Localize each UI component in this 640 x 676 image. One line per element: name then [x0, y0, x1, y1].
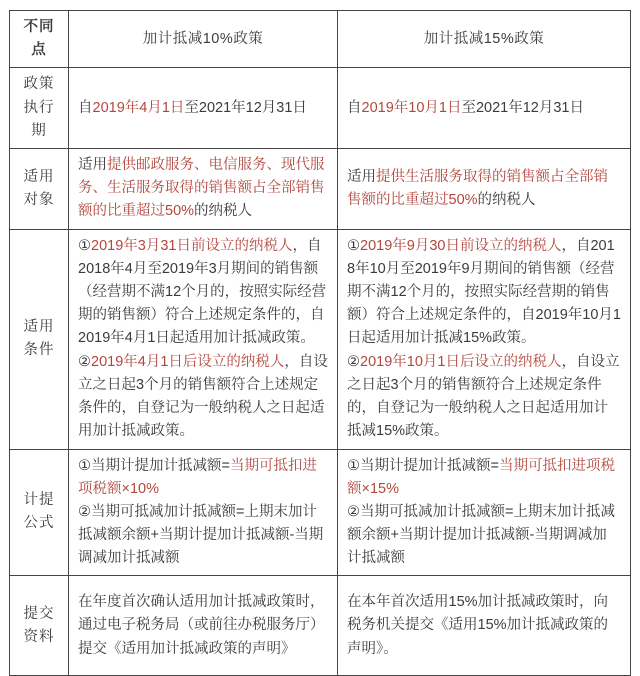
table-row-policy-period	[10, 68, 631, 149]
header-cell-difference: 不同点	[10, 11, 69, 68]
condition-paragraph-2	[347, 351, 621, 444]
table-row-accrual-formula	[10, 449, 631, 576]
text-segment: 至2021年12月31日	[461, 99, 584, 116]
text-segment: 在本年首次适用15%加计抵减政策时，向税务机关提交《适用15%加计抵减政策的声明》。	[347, 594, 609, 657]
text-segment: ①当期计提加计抵减额=	[347, 457, 499, 474]
text-segment-highlight: 2019年10月1日后设立的纳税人	[360, 353, 562, 370]
row-label-accrual-formula: 计提公式	[10, 449, 69, 576]
table-row-submission-documents	[10, 576, 631, 676]
text-segment-highlight: 2019年4月1日后设立的纳税人	[91, 353, 285, 370]
text-segment: ，自2018年4月至2019年3月期间的销售额（经营期不满12个月的，按照实际经营期的销售额）符合上述规定条件的，自2019年4月1日起适用加计抵减政策。	[78, 237, 327, 347]
cell-target-10	[69, 148, 338, 229]
condition-paragraph-1	[78, 235, 328, 351]
row-label-submission-documents: 提交资料	[10, 576, 69, 676]
text-segment: ①	[347, 237, 360, 254]
text-segment-highlight: 提供生活服务取得的销售额占全部销售额的比重超过50%	[347, 168, 608, 208]
cell-period-10	[69, 68, 338, 149]
row-label-policy-period: 政策执行期	[10, 68, 69, 149]
text-segment: 的纳税人	[194, 203, 253, 220]
text-segment-highlight: 2019年10月1日	[361, 99, 462, 116]
text-segment: 适用	[347, 168, 376, 185]
text-segment: ②当期可抵减加计抵减额=上期末加计抵减额余额+当期计提加计抵减额-当期调减加计抵减额	[347, 503, 615, 567]
header-cell-policy-10: 加计抵减10%政策	[69, 11, 338, 68]
cell-target-15	[338, 148, 631, 229]
policy-comparison-table	[9, 10, 631, 676]
condition-paragraph-2	[78, 351, 328, 444]
text-segment-highlight: 2019年9月30日前设立的纳税人	[360, 237, 562, 254]
formula-paragraph-2	[78, 501, 328, 571]
text-segment-highlight: 2019年4月1日	[92, 99, 185, 116]
text-segment: ，自设立之日起3个月的销售额符合上述规定条件的，自登记为一般纳税人之日起适用加计抵减政策。	[78, 353, 328, 440]
cell-conditions-10	[69, 229, 338, 449]
text-segment: 的纳税人	[477, 191, 536, 208]
cell-documents-15	[338, 576, 631, 676]
text-segment-highlight: 提供邮政服务、电信服务、现代服务、生活服务取得的销售额占全部销售额的比重超过50%	[78, 156, 325, 220]
text-segment: ①	[78, 237, 91, 254]
cell-formula-10	[69, 449, 338, 576]
table-row-applicable-conditions	[10, 229, 631, 449]
text-segment: 至2021年12月31日	[184, 99, 307, 116]
text-segment: ①当期计提加计抵减额=	[78, 457, 230, 474]
table-header-row	[10, 11, 631, 68]
text-segment: 自	[347, 99, 362, 116]
condition-paragraph-1	[347, 235, 621, 351]
text-segment: 自	[78, 99, 93, 116]
cell-formula-15	[338, 449, 631, 576]
cell-period-15	[338, 68, 631, 149]
text-segment-highlight: 2019年3月31日前设立的纳税人	[91, 237, 293, 254]
formula-paragraph-2	[347, 501, 621, 571]
text-segment-highlight: 当期可抵扣进项税额×15%	[347, 457, 615, 497]
cell-conditions-15	[338, 229, 631, 449]
text-segment: ，自设立之日起3个月的销售额符合上述规定条件的，自登记为一般纳税人之日起适用加计抵减15%政策。	[347, 353, 620, 440]
text-segment-highlight: 当期可抵扣进项税额×10%	[78, 457, 317, 497]
text-segment: ②	[347, 353, 360, 370]
header-cell-policy-15: 加计抵减15%政策	[338, 11, 631, 68]
formula-paragraph-1	[78, 455, 328, 501]
text-segment: ②	[78, 353, 91, 370]
table-row-applicable-target	[10, 148, 631, 229]
text-segment: 在年度首次确认适用加计抵减政策时，通过电子税务局（或前往办税服务厅）提交《适用加计抵减政策的声明》	[78, 594, 325, 657]
row-label-applicable-conditions: 适用条件	[10, 229, 69, 449]
row-label-applicable-target: 适用对象	[10, 148, 69, 229]
text-segment: ②当期可抵减加计抵减额=上期末加计抵减额余额+当期计提加计抵减额-当期调减加计抵减额	[78, 503, 324, 567]
text-segment: ，自2018年10月至2019年9月期间的销售额（经营期不满12个月的，按照实际经营期的销售额）符合上述规定条件的，自2019年10月1日起适用加计抵减15%政策。	[347, 237, 621, 347]
text-segment: 适用	[78, 156, 107, 173]
cell-documents-10	[69, 576, 338, 676]
formula-paragraph-1	[347, 455, 621, 501]
